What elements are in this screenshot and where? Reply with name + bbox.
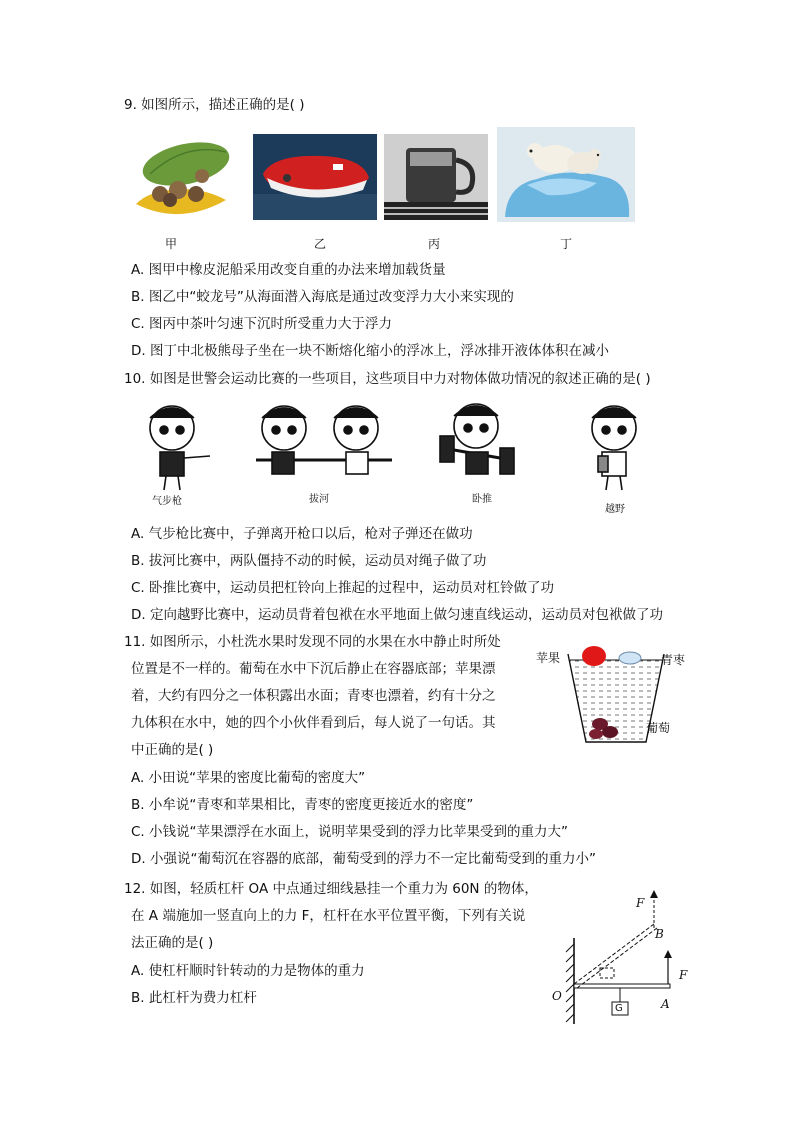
q12-option-a: A. 使杠杆顺时针转动的力是物体的重力: [131, 963, 365, 979]
q9-option-b: B. 图乙中“蛟龙号”从海面潜入海底是通过改变浮力大小来实现的: [131, 289, 514, 305]
q10-caption-tug-of-war: 拔河: [309, 494, 329, 505]
q9-image-submersible: [253, 134, 377, 220]
q12-label-o: O: [552, 989, 562, 1003]
q11-stem-line-1: 11. 如图所示，小杜洗水果时发现不同的水果在水中静止时所处: [124, 634, 501, 650]
q11-label-grape: 葡萄: [646, 721, 671, 735]
q11-option-b: B. 小牟说“青枣和苹果相比，青枣的密度更接近水的密度”: [131, 797, 474, 813]
q11-stem-line-4: 九体积在水中，她的四个小伙伴看到后，每人说了一句话。其: [131, 715, 496, 731]
q12-figure-lever: [544, 888, 704, 1028]
q9-image-tea-jar: [384, 134, 488, 220]
q12-label-f-top: F: [636, 896, 645, 910]
q12-label-b: B: [655, 927, 664, 941]
q10-option-b: B. 拔河比赛中，两队僵持不动的时候，运动员对绳子做了功: [131, 553, 487, 569]
q10-caption-cross-country: 越野: [605, 504, 625, 515]
q10-image-panda-sports: [124, 396, 664, 514]
q12-label-a: A: [661, 997, 670, 1011]
q9-caption-yi: 乙: [314, 237, 327, 251]
q9-image-polar-bears: [497, 127, 635, 222]
q9-image-clay-boat: [130, 134, 230, 220]
q11-option-d: D. 小强说“葡萄沉在容器的底部，葡萄受到的浮力不一定比葡萄受到的重力小”: [131, 851, 596, 867]
q10-option-d: D. 定向越野比赛中，运动员背着包袱在水平地面上做匀速直线运动，运动员对包袱做了功: [131, 607, 663, 623]
q12-stem-line-1: 12. 如图，轻质杠杆 OA 中点通过细线悬挂一个重力为 60N 的物体，: [124, 881, 538, 897]
q9-option-c: C. 图丙中茶叶匀速下沉时所受重力大于浮力: [131, 316, 393, 332]
q12-stem-line-3: 法正确的是( ): [131, 935, 214, 951]
q11-stem-line-5: 中正确的是( ): [131, 742, 214, 758]
q11-label-jujube: 青枣: [661, 653, 686, 667]
q10-option-a: A. 气步枪比赛中，子弹离开枪口以后，枪对子弹还在做功: [131, 526, 473, 542]
q10-stem: 10. 如图是世警会运动比赛的一些项目，这些项目中力对物体做功情况的叙述正确的是( ): [124, 371, 651, 387]
q9-option-d: D. 图丁中北极熊母子坐在一块不断熔化缩小的浮冰上，浮冰排开液体体积在减小: [131, 343, 609, 359]
q9-caption-bing: 丙: [428, 237, 441, 251]
q11-stem-line-3: 着，大约有四分之一体积露出水面；青枣也漂着，约有十分之: [131, 688, 496, 704]
q12-stem-line-2: 在 A 端施加一竖直向上的力 F，杠杆在水平位置平衡，下列有关说: [131, 908, 526, 924]
q10-caption-bench-press: 卧推: [472, 494, 492, 505]
q10-caption-air-rifle: 气步枪: [152, 496, 182, 507]
q9-option-a: A. 图甲中橡皮泥船采用改变自重的办法来增加载货量: [131, 262, 446, 278]
q12-label-f-right: F: [679, 968, 688, 982]
q11-stem-line-2: 位置是不一样的。葡萄在水中下沉后静止在容器底部；苹果漂: [131, 661, 496, 677]
q9-caption-ding: 丁: [560, 237, 573, 251]
q11-option-c: C. 小钱说“苹果漂浮在水面上，说明苹果受到的浮力比苹果受到的重力大”: [131, 824, 568, 840]
q9-stem: 9. 如图所示，描述正确的是( ): [124, 97, 305, 113]
q11-option-a: A. 小田说“苹果的密度比葡萄的密度大”: [131, 770, 366, 786]
q10-option-c: C. 卧推比赛中，运动员把杠铃向上推起的过程中，运动员对杠铃做了功: [131, 580, 555, 596]
q12-option-b: B. 此杠杆为费力杠杆: [131, 990, 257, 1006]
q11-label-apple: 苹果: [536, 651, 561, 665]
q9-caption-jia: 甲: [165, 237, 178, 251]
q12-label-g: G: [615, 1003, 623, 1014]
